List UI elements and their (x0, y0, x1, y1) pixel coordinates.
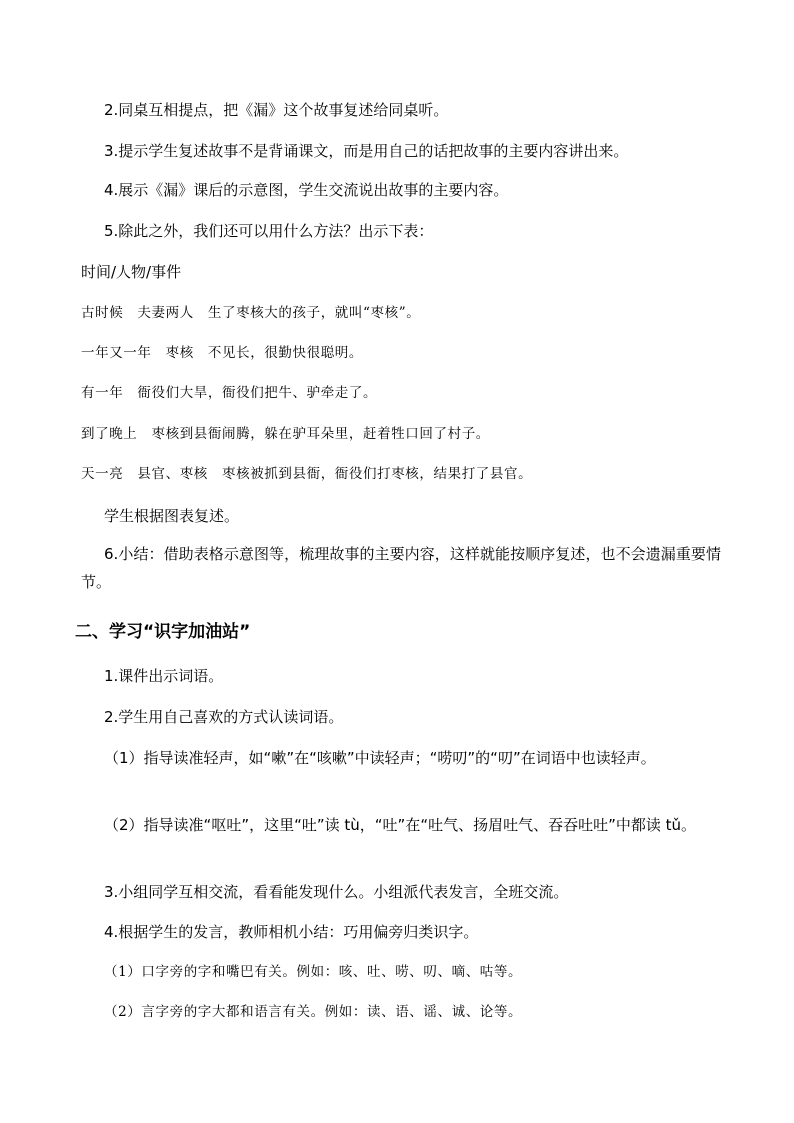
mouth-radical-note: （1）口字旁的字和嘴巴有关。例如：咳、吐、唠、叨、嘀、咕等。 (104, 964, 523, 980)
step-5-text: 5.除此之外，我们还可以用什么方法？出示下表： (104, 222, 434, 240)
retell-instruction: 学生根据图表复述。 (104, 507, 240, 525)
step-3b-text: 3.小组同学互相交流，看看能发现什么。小组派代表发言，全班交流。 (104, 883, 569, 901)
tu-reading-paragraph: （2）指导读准“呕吐”，这里“吐”读 tù，“吐”在“吐气、扬眉吐气、吞吞吐吐”中都读 tǔ。 (104, 816, 697, 834)
step-4-text: 4.展示《漏》课后的示意图，学生交流说出故事的主要内容。 (104, 181, 509, 199)
step-4b-text: 4.根据学生的发言，教师相机小结：巧用偏旁归类识字。 (104, 923, 479, 941)
step-2b-text: 2.学生用自己喜欢的方式认读词语。 (104, 708, 344, 726)
section-heading: 二、学习“识字加油站” (75, 622, 251, 642)
light-tone-paragraph: （1）指导读准轻声，如“嗽”在“咳嗽”中读轻声；“唠叨”的“叨”在词语中也读轻声。 (104, 749, 656, 767)
table-row: 到了晚上 枣核到县衙闹腾，躲在驴耳朵里，赶着牲口回了村子。 (81, 426, 490, 442)
table-row: 古时候 夫妻两人 生了枣核大的孩子，就叫“枣核”。 (81, 305, 421, 321)
table-header: 时间/人物/事件 (81, 263, 182, 281)
table-row: 一年又一年 枣核 不见长，很勤快很聪明。 (81, 345, 363, 361)
step-1-text: 1.课件出示词语。 (104, 667, 224, 685)
summary-paragraph: 6.小结：借助表格示意图等，梳理故事的主要内容，这样就能按顺序复述，也不会遗漏重要情节。 (81, 545, 721, 591)
speech-radical-note: （2）言字旁的字大都和语言有关。例如：读、语、谣、诚、论等。 (104, 1004, 523, 1020)
step-3-text: 3.提示学生复述故事不是背诵课文，而是用自己的话把故事的主要内容讲出来。 (104, 142, 629, 160)
table-row: 有一年 衙役们大旱，衙役们把牛、驴牵走了。 (81, 385, 378, 401)
table-row: 天一亮 县官、枣核 枣核被抓到县衙，衙役们打枣核，结果打了县官。 (81, 466, 533, 482)
step-2-text: 2.同桌互相提点，把《漏》这个故事复述给同桌听。 (104, 101, 449, 119)
